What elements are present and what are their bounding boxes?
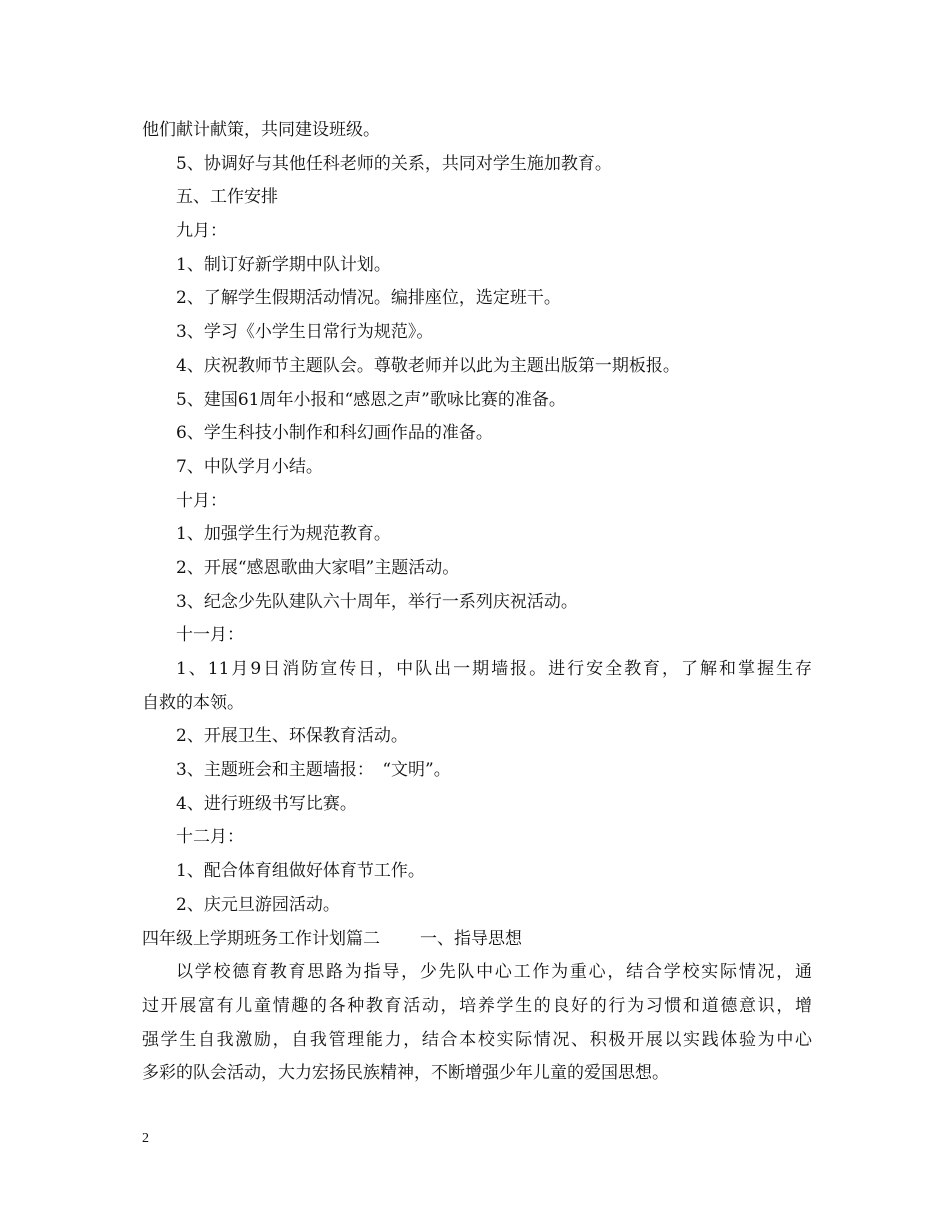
list-item: 5、建国61周年小报和“感恩之声”歌咏比赛的准备。 xyxy=(176,389,566,410)
list-item: 3、主题班会和主题墙报： “文明”。 xyxy=(176,760,451,781)
list-item: 2、了解学生假期活动情况。编排座位，选定班干。 xyxy=(176,288,561,309)
month-heading-november: 十一月： xyxy=(176,625,244,646)
section-heading: 一、指导思想 xyxy=(420,928,522,949)
list-item: 2、庆元旦游园活动。 xyxy=(176,894,340,915)
list-item: 4、进行班级书写比赛。 xyxy=(176,793,357,814)
list-item: 1、11月9日消防宣传日，中队出一期墙报。进行安全教育，了解和掌握生存 xyxy=(176,659,812,679)
list-item: 1、制订好新学期中队计划。 xyxy=(176,254,391,275)
paragraph-line: 过开展富有儿童情趣的各种教育活动，培养学生的良好的行为习惯和道德意识，增 xyxy=(142,995,812,1016)
list-item: 3、学习《小学生日常行为规范》。 xyxy=(176,322,434,343)
list-item: 2、开展卫生、环保教育活动。 xyxy=(176,726,408,747)
list-item: 7、中队学月小结。 xyxy=(176,456,323,477)
section-heading: 五、工作安排 xyxy=(176,187,278,208)
list-item: 5、协调好与其他任科老师的关系，共同对学生施加教育。 xyxy=(176,153,612,174)
page-number: 2 xyxy=(142,1131,149,1146)
text-line: 他们献计献策，共同建设班级。 xyxy=(142,120,380,140)
paragraph-line: 以学校德育教育思路为指导，少先队中心工作为重心，结合学校实际情况，通 xyxy=(176,962,812,983)
paragraph-line: 强学生自我激励，自我管理能力，结合本校实际情况、积极开展以实践体验为中心 xyxy=(142,1029,812,1050)
list-item: 6、学生科技小制作和科幻画作品的准备。 xyxy=(176,423,493,444)
document-body xyxy=(142,114,812,1091)
list-item: 1、加强学生行为规范教育。 xyxy=(176,524,391,545)
section-title: 四年级上学期班务工作计划篇二 xyxy=(142,928,380,949)
list-item: 1、配合体育组做好体育节工作。 xyxy=(176,861,425,882)
month-heading-september: 九月： xyxy=(176,221,227,242)
list-item-continuation: 自救的本领。 xyxy=(142,692,244,713)
paragraph-line: 多彩的队会活动，大力宏扬民族精神，不断增强少年儿童的爱国思想。 xyxy=(142,1063,669,1084)
month-heading-december: 十二月： xyxy=(176,827,244,848)
section-title-line xyxy=(142,923,812,957)
list-item: 2、开展“感恩歌曲大家唱”主题活动。 xyxy=(176,557,460,578)
month-heading-october: 十月： xyxy=(176,490,227,511)
list-item: 4、庆祝教师节主题队会。尊敬老师并以此为主题出版第一期板报。 xyxy=(176,355,680,376)
list-item: 3、纪念少先队建队六十周年，举行一系列庆祝活动。 xyxy=(176,591,578,612)
